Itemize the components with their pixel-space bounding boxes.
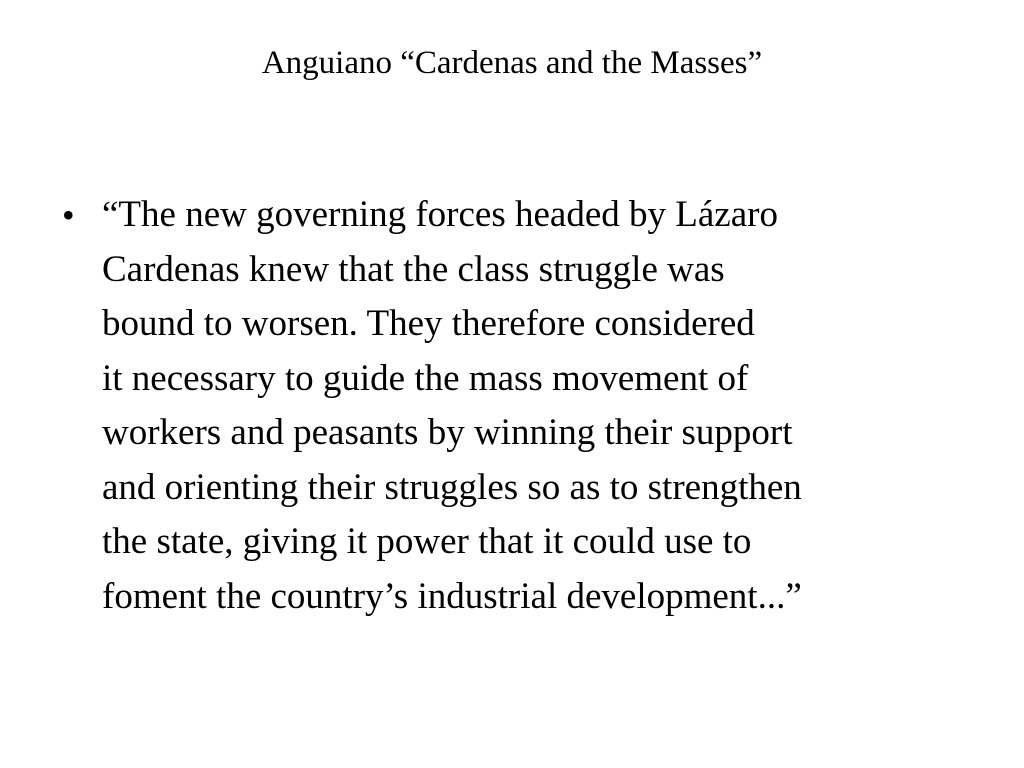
bullet-list	[62, 188, 982, 624]
slide-title: Anguiano “Cardenas and the Masses”	[261, 45, 763, 81]
quote-line-4: it necessary to guide the mass movement of	[102, 357, 749, 399]
quote-line-2: Cardenas knew that the class struggle was	[102, 248, 725, 290]
quote-line-3: bound to worsen. They therefore considered	[102, 303, 755, 344]
quote-line-6: and orienting their struggles so as to strengthen	[102, 466, 802, 508]
quote-line-1: “The new governing forces headed by Lázaro	[102, 194, 778, 235]
bullet-marker: •	[62, 195, 75, 235]
quote-line-7: the state, giving it power that it could use to	[102, 521, 752, 562]
quote-line-5: workers and peasants by winning their support	[102, 412, 793, 453]
bullet-item	[62, 188, 982, 624]
quote-line-8: foment the country’s industrial development...”	[102, 575, 802, 617]
